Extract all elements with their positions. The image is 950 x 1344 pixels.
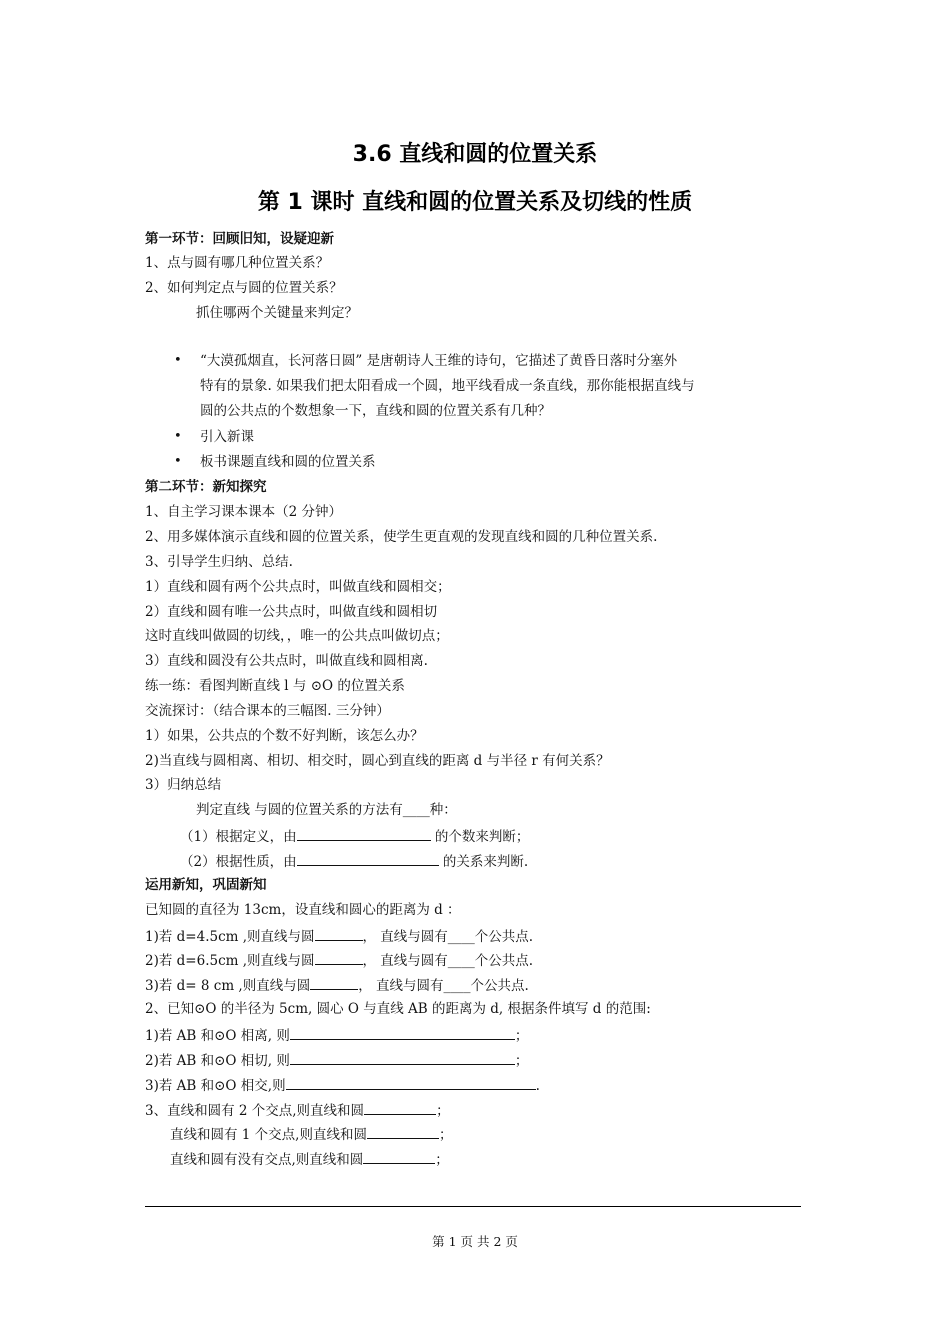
- s3-cond-1: [145, 1025, 528, 1045]
- s3-row-1-text-a: 1)若 d=4.5cm ,则直线与圆: [145, 929, 315, 945]
- s3-row-1: [145, 926, 533, 946]
- s3-cond-3-text-a: 3)若 AB 和⊙O 相交,则: [145, 1078, 286, 1094]
- s2-line-8: 练一练：看图判断直线 l 与 ⊙O 的位置关系: [145, 678, 405, 694]
- s2-line-14-text-a: （1）根据定义，由: [180, 829, 297, 845]
- s3-row-3-text-b: ， 直线与圆有____个公共点.: [358, 978, 529, 994]
- bullet-1-line-3: 圆的公共点的个数想象一下，直线和圆的位置关系有几种？: [200, 403, 551, 419]
- s3-row-3: [145, 975, 529, 995]
- s3-point-3: [170, 1149, 449, 1169]
- s2-line-4: 1）直线和圆有两个公共点时，叫做直线和圆相交；: [145, 579, 451, 595]
- s2-line-14: [180, 826, 529, 846]
- s2-line-15-text-b: 的关系来判断.: [438, 854, 529, 870]
- s3-row-3-text-a: 3)若 d= 8 cm ,则直线与圆: [145, 978, 311, 994]
- fill-blank[interactable]: [310, 975, 358, 990]
- s3-point-1: [145, 1100, 450, 1120]
- s2-line-11: 2)当直线与圆相离、相切、相交时，圆心到直线的距离 d 与半径 r 有何关系？: [145, 753, 610, 769]
- s3-point-1-text-a: 3、直线和圆有 2 个交点,则直线和圆: [145, 1103, 365, 1119]
- fill-blank[interactable]: [290, 1050, 515, 1065]
- bullet-1-line-1: “大漠孤烟直，长河落日圆” 是唐朝诗人王维的诗句，它描述了黄昏日落时分塞外: [200, 353, 678, 369]
- bullet-icon: •: [174, 454, 182, 469]
- s2-line-5: 2）直线和圆有唯一公共点时，叫做直线和圆相切: [145, 604, 438, 620]
- fill-blank[interactable]: [315, 950, 363, 965]
- s3-cond-2: [145, 1050, 528, 1070]
- s3-line-1: 已知圆的直径为 13cm，设直线和圆心的距离为 d ：: [145, 902, 461, 918]
- s2-line-7: 3）直线和圆没有公共点时，叫做直线和圆相离.: [145, 653, 428, 669]
- s3-cond-1-text-a: 1)若 AB 和⊙O 相离, 则: [145, 1028, 290, 1044]
- question-2-sub: 抓住哪两个关键量来判定？: [196, 305, 358, 321]
- s3-row-2-text-a: 2)若 d=6.5cm ,则直线与圆: [145, 953, 315, 969]
- s3-cond-1-text-b: ；: [514, 1028, 529, 1044]
- s3-cond-3-text-b: .: [535, 1078, 540, 1094]
- bullet-3: 板书课题直线和圆的位置关系: [200, 454, 376, 470]
- fill-blank[interactable]: [297, 826, 431, 841]
- question-2: 2、如何判定点与圆的位置关系？: [145, 280, 343, 296]
- bullet-icon: •: [174, 353, 182, 368]
- bullet-2: 引入新课: [200, 429, 254, 445]
- s3-cond-2-text-a: 2)若 AB 和⊙O 相切, 则: [145, 1053, 290, 1069]
- fill-blank[interactable]: [364, 1100, 436, 1115]
- s3-row-2-text-b: ， 直线与圆有____个公共点.: [362, 953, 534, 969]
- s3-line-2: 2、已知⊙O 的半径为 5cm, 圆心 O 与直线 AB 的距离为 d, 根据条件填写 d 的范围:: [145, 1001, 651, 1017]
- question-1: 1、点与圆有哪几种位置关系？: [145, 255, 330, 271]
- s2-line-3: 3、引导学生归纳、总结.: [145, 554, 293, 570]
- fill-blank[interactable]: [367, 1124, 439, 1139]
- section-3-heading: 运用新知，巩固新知: [145, 877, 267, 893]
- s3-point-2-text-b: ；: [438, 1127, 453, 1143]
- s2-line-13: 判定直线 与圆的位置关系的方法有____种：: [196, 802, 457, 818]
- fill-blank[interactable]: [290, 1025, 515, 1040]
- s3-cond-3: [145, 1075, 540, 1095]
- fill-blank[interactable]: [363, 1149, 435, 1164]
- bullet-icon: •: [174, 429, 182, 444]
- s3-point-3-text-b: ；: [435, 1152, 449, 1168]
- s2-line-1: 1、自主学习课本课本（2 分钟）: [145, 504, 342, 520]
- s3-point-2-text-a: 直线和圆有 1 个交点,则直线和圆: [170, 1127, 367, 1143]
- page-footer: 第 1 页 共 2 页: [432, 1234, 518, 1249]
- fill-blank[interactable]: [297, 851, 439, 866]
- bullet-1-line-2: 特有的景象. 如果我们把太阳看成一个圆，地平线看成一条直线，那你能根据直线与: [200, 378, 695, 394]
- s2-line-6: 这时直线叫做圆的切线，，唯一的公共点叫做切点；: [145, 628, 449, 644]
- footer-rule: [145, 1206, 801, 1207]
- s2-line-15: [180, 851, 528, 871]
- s2-line-10: 1）如果，公共点的个数不好判断，该怎么办？: [145, 728, 424, 744]
- s3-point-2: [170, 1124, 452, 1144]
- fill-blank[interactable]: [286, 1075, 536, 1090]
- s3-row-1-text-b: ， 直线与圆有____个公共点.: [362, 929, 534, 945]
- s3-point-3-text-a: 直线和圆有没有交点,则直线和圆: [170, 1152, 364, 1168]
- s2-line-12: 3）归纳总结: [145, 777, 222, 793]
- s2-line-14-text-b: 的个数来判断；: [430, 829, 530, 845]
- fill-blank[interactable]: [315, 926, 363, 941]
- s2-line-15-text-a: （2）根据性质，由: [180, 854, 297, 870]
- s2-line-9: 交流探讨：（结合课本的三幅图. 三分钟）: [145, 703, 390, 719]
- lesson-title: 第 1 课时 直线和圆的位置关系及切线的性质: [257, 190, 693, 215]
- s2-line-2: 2、用多媒体演示直线和圆的位置关系，使学生更直观的发现直线和圆的几种位置关系.: [145, 529, 658, 545]
- s3-cond-2-text-b: ；: [514, 1053, 529, 1069]
- s3-point-1-text-b: ；: [436, 1103, 450, 1119]
- section-1-heading: 第一环节：回顾旧知，设疑迎新: [145, 231, 334, 247]
- section-2-heading: 第二环节：新知探究: [145, 479, 267, 495]
- document-title: 3.6 直线和圆的位置关系: [352, 142, 598, 167]
- s3-row-2: [145, 950, 533, 970]
